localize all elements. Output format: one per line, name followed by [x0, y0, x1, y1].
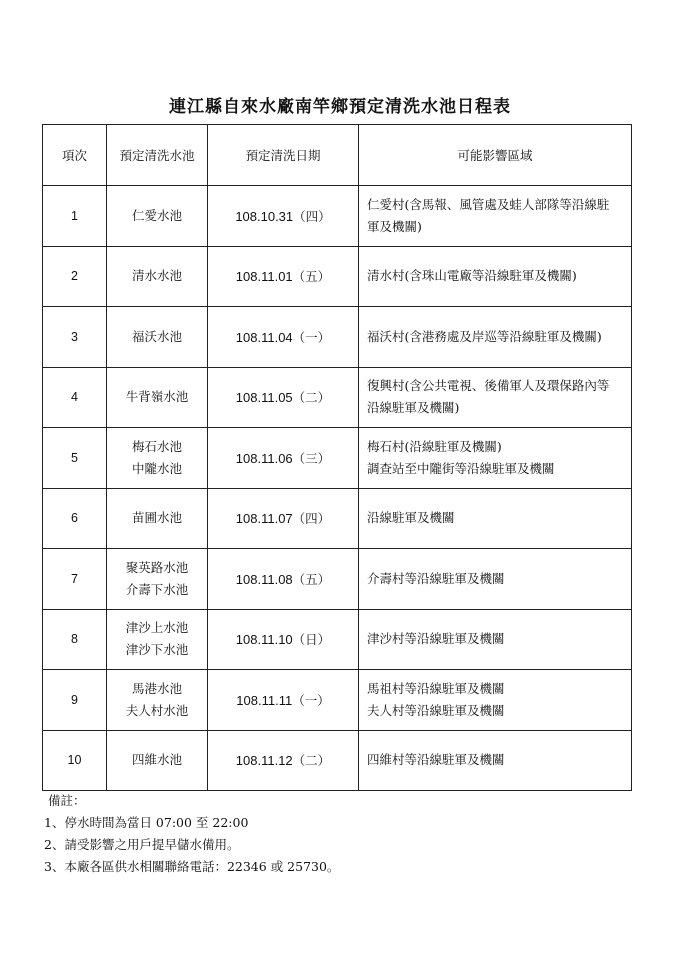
- date-value: 108.11.06: [235, 450, 293, 466]
- weekday: （三）: [292, 450, 331, 466]
- cell-pool: [107, 428, 208, 489]
- note-item: 1、停水時間為當日 07:00 至 22:00: [44, 815, 249, 830]
- cell-affected-area: [359, 246, 632, 307]
- cell-affected-area: [359, 367, 632, 428]
- weekday: （二）: [292, 390, 331, 406]
- cell-item-no: 8: [43, 609, 107, 670]
- cell-item-no: 1: [43, 186, 107, 247]
- cell-affected-area: [359, 428, 632, 489]
- table-row: [43, 367, 632, 428]
- table-row: [43, 730, 632, 791]
- date-value: 108.10.31: [235, 208, 294, 224]
- cell-pool: [107, 488, 208, 549]
- header-pool: 預定清洗水池: [107, 125, 208, 186]
- header-item-no: 項次: [43, 125, 107, 186]
- affected-area-line: 沿線駐軍及機關): [367, 400, 460, 416]
- schedule-table: [42, 124, 632, 791]
- page-title: 連江縣自來水廠南竿鄉預定清洗水池日程表: [169, 97, 511, 117]
- table-body: [43, 186, 632, 791]
- cell-date: [208, 730, 359, 791]
- cell-item-no: 5: [43, 428, 107, 489]
- cell-pool: [107, 186, 208, 247]
- cell-affected-area: [359, 186, 632, 247]
- table-row: [43, 307, 632, 368]
- affected-area-line: 清水村(含珠山電廠等沿線駐軍及機關): [367, 268, 577, 284]
- weekday: （四）: [292, 511, 331, 527]
- pool-name: 津沙下水池: [125, 642, 189, 658]
- cell-date: [208, 670, 359, 731]
- table-row: [43, 549, 632, 610]
- pool-name: 梅石水池: [131, 438, 182, 454]
- affected-area-line: 仁愛村(含馬報、風管處及蛙人部隊等沿線駐: [367, 196, 610, 212]
- date-value: 108.11.05: [235, 390, 293, 406]
- weekday: （四）: [293, 208, 331, 224]
- cell-item-no: 6: [43, 488, 107, 549]
- affected-area-line: 夫人村等沿線駐軍及機關: [367, 702, 505, 718]
- affected-area-line: 沿線駐軍及機關: [367, 510, 455, 526]
- weekday: （日）: [292, 632, 331, 648]
- affected-area-line: 介壽村等沿線駐軍及機關: [367, 570, 505, 586]
- pool-name: 夫人村水池: [125, 702, 189, 718]
- affected-area-line: 梅石村(沿線駐軍及機關): [367, 438, 502, 454]
- notes: [44, 790, 644, 878]
- cell-item-no: 4: [43, 367, 107, 428]
- cell-item-no: 7: [43, 549, 107, 610]
- affected-area-line: 調查站至中隴街等沿線駐軍及機關: [367, 460, 555, 476]
- table-row: [43, 488, 632, 549]
- table-row: [43, 246, 632, 307]
- cell-pool: [107, 246, 208, 307]
- cell-item-no: 3: [43, 307, 107, 368]
- cell-date: [208, 549, 359, 610]
- cell-affected-area: [359, 609, 632, 670]
- cell-pool: [107, 670, 208, 731]
- cell-affected-area: [359, 670, 632, 731]
- cell-affected-area: [359, 730, 632, 791]
- notes-header: 備註：: [48, 793, 86, 808]
- cell-date: [208, 186, 359, 247]
- cell-date: [208, 609, 359, 670]
- date-value: 108.11.12: [235, 753, 293, 769]
- header-date: 預定清洗日期: [208, 125, 359, 186]
- date-value: 108.11.10: [235, 632, 293, 648]
- pool-name: 中隴水池: [131, 460, 182, 476]
- cell-item-no: 2: [43, 246, 107, 307]
- cell-pool: [107, 549, 208, 610]
- cell-pool: [107, 730, 208, 791]
- weekday: （一）: [292, 329, 331, 345]
- date-value: 108.11.08: [235, 571, 293, 587]
- cell-item-no: 10: [43, 730, 107, 791]
- weekday: （五）: [292, 571, 331, 587]
- affected-area-line: 馬祖村等沿線駐軍及機關: [367, 680, 505, 696]
- cell-pool: [107, 307, 208, 368]
- cell-date: [208, 307, 359, 368]
- weekday: （五）: [292, 269, 331, 285]
- cell-date: [208, 367, 359, 428]
- date-value: 108.11.07: [235, 511, 293, 527]
- affected-area-line: 福沃村(含港務處及岸巡等沿線駐軍及機關): [367, 328, 602, 344]
- cell-pool: [107, 367, 208, 428]
- table-row: [43, 186, 632, 247]
- pool-name: 仁愛水池: [131, 207, 182, 223]
- table-header-row: [43, 125, 632, 186]
- affected-area-line: 四維村等沿線駐軍及機關: [367, 752, 505, 768]
- affected-area-line: 軍及機關): [367, 218, 422, 234]
- pool-name: 馬港水池: [131, 680, 182, 696]
- weekday: （二）: [292, 753, 331, 769]
- pool-name: 清水水池: [131, 268, 182, 284]
- pool-name: 聚英路水池: [125, 559, 189, 575]
- table-row: [43, 670, 632, 731]
- pool-name: 津沙上水池: [125, 620, 189, 636]
- header-affected-area: 可能影響區域: [359, 125, 632, 186]
- cell-affected-area: [359, 549, 632, 610]
- date-value: 108.11.11: [236, 692, 293, 708]
- cell-date: [208, 246, 359, 307]
- pool-name: 介壽下水池: [125, 581, 189, 597]
- affected-area-line: 津沙村等沿線駐軍及機關: [367, 631, 505, 647]
- table-row: [43, 428, 632, 489]
- cell-affected-area: [359, 307, 632, 368]
- affected-area-line: 復興村(含公共電視、後備軍人及環保路內等: [367, 378, 610, 394]
- date-value: 108.11.04: [235, 329, 293, 345]
- pool-name: 四維水池: [131, 752, 182, 768]
- cell-item-no: 9: [43, 670, 107, 731]
- weekday: （一）: [292, 692, 330, 708]
- date-value: 108.11.01: [235, 269, 293, 285]
- cell-date: [208, 488, 359, 549]
- table-row: [43, 609, 632, 670]
- cell-affected-area: [359, 488, 632, 549]
- note-item: 2、請受影響之用戶提早儲水備用。: [44, 837, 240, 852]
- cell-date: [208, 428, 359, 489]
- pool-name: 福沃水池: [131, 328, 182, 344]
- cell-pool: [107, 609, 208, 670]
- note-item: 3、本廠各區供水相關聯絡電話：22346 或 25730。: [44, 859, 340, 874]
- pool-name: 牛背嶺水池: [125, 389, 189, 405]
- pool-name: 苗圃水池: [131, 510, 182, 526]
